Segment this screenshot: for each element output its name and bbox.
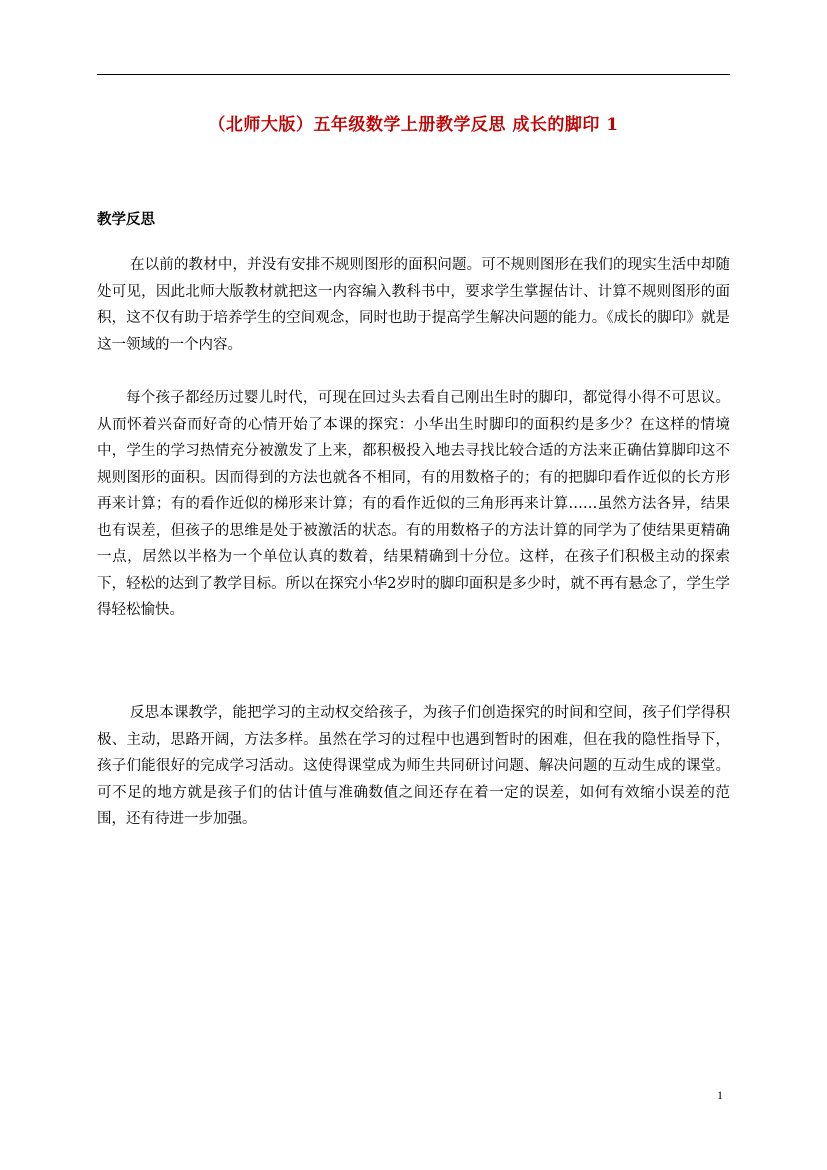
- document-title: （北师大版）五年级数学上册教学反思 成长的脚印 1: [208, 115, 619, 135]
- paragraph-process: 每个孩子都经历过婴儿时代，可现在回过头去看自己刚出生时的脚印，都觉得小得不可思议。从而怀着兴奋而好奇的心情开始了本课的探究：小华出生时脚印的面积约是多少？在这样的情境中，学生的学习热情充分被激发了上来，都积极投入地去寻找比较合适的方法来正确估算脚印这不规则图形的面积。因而得到的方法也就各不相同，有的用数格子的；有的把脚印看作近似的长方形再来计算；有的看作近似的梯形来计算；有的看作近似的三角形再来计算……虽然方法各异，结果也有误差，但孩子的思维是处于被激活的状态。有的用数格子的方法计算的同学为了使结果更精确一点，居然以半格为一个单位认真的数着，结果精确到十分位。这样，在孩子们积极主动的探索下，轻松的达到了教学目标。所以在探究小华2岁时的脚印面积是多少时，就不再有悬念了，学生学得轻松愉快。: [97, 390, 730, 618]
- section-heading: 教学反思: [97, 211, 155, 228]
- paragraph-reflection: 反思本课教学，能把学习的主动权交给孩子，为孩子们创造探究的时间和空间，孩子们学得积极、主动，思路开阔，方法多样。虽然在学习的过程中也遇到暂时的困难，但在我的隐性指导下，孩子们能很好的完成学习活动。这使得课堂成为师生共同研讨问题、解决问题的互动生成的课堂。可不足的地方就是孩子们的估计值与准确数值之间还存在着一定的误差，如何有效缩小误差的范围，还有待进一步加强。: [97, 705, 730, 827]
- page-number: 1: [717, 1088, 723, 1102]
- paragraph-intro: 在以前的教材中，并没有安排不规则图形的面积问题。可不规则图形在我们的现实生活中却随处可见，因此北师大版教材就把这一内容编入教科书中，要求学生掌握估计、计算不规则图形的面积，这不仅有助于培养学生的空间观念，同时也助于提高学生解决问题的能力。《成长的脚印》就是这一领域的一个内容。: [97, 257, 730, 353]
- header-rule: [97, 74, 730, 75]
